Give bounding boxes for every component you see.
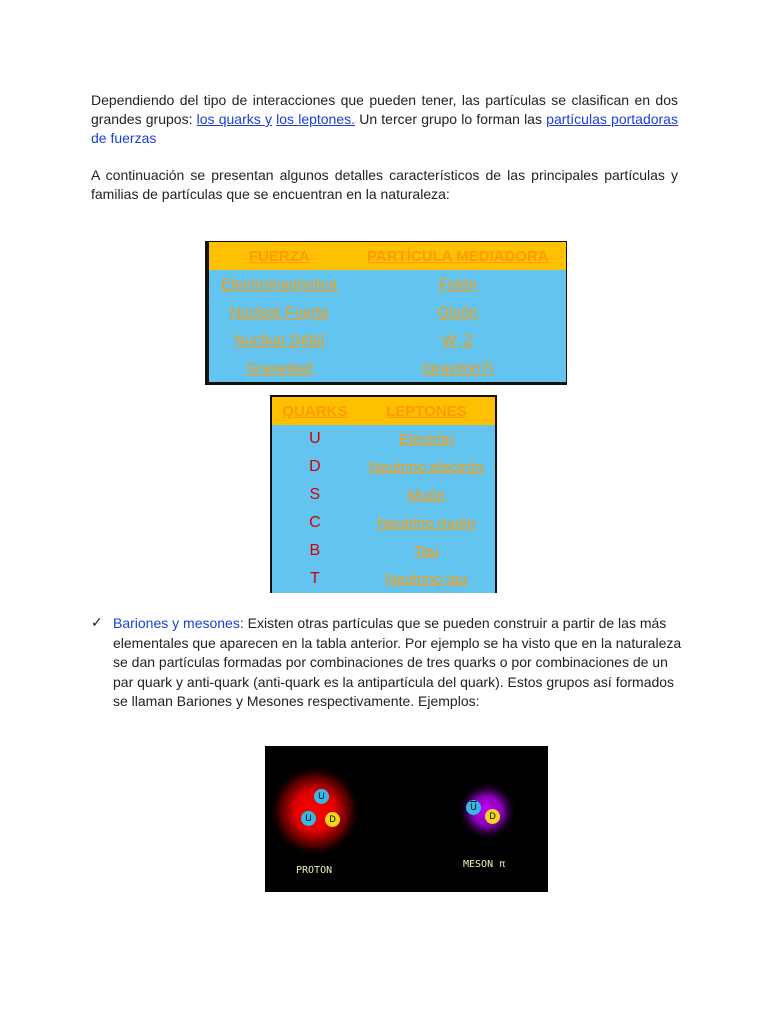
proton-glow [269,765,361,857]
quark-cell: C [271,509,358,537]
anti-up-quark-icon: $\overline{U}$ [466,800,481,815]
force-cell[interactable]: Nuclear Fuerte [207,298,350,326]
quark-cell: S [271,481,358,509]
bariones-paragraph [113,614,683,712]
table-row [207,354,567,384]
table-header-row [271,396,496,425]
intro-paragraph-2: A continuación se presentan algunos detalles característicos de las principales partículas y familias de partículas que se encuentran en la naturaleza: [91,167,678,202]
baryon-meson-diagram [265,746,548,892]
header-quarks[interactable]: QUARKS [271,396,358,425]
lepton-cell[interactable]: Muón [358,481,496,509]
header-leptones[interactable]: LEPTONES [358,396,496,425]
portadoras-link-suffix: de fuerzas [91,130,157,146]
force-cell[interactable]: Gravedad [207,354,350,384]
checkmark-icon: ✓ [91,614,103,630]
lepton-cell[interactable]: Neutrino muón [358,509,496,537]
meson-label: MESON π [463,859,506,870]
mediator-cell[interactable]: W, Z [350,326,567,354]
header-particula-mediadora[interactable]: PARTÍCULA MEDIADORA [350,242,567,271]
lepton-cell[interactable]: Neutrino electrón [358,453,496,481]
quark-cell: D [271,453,358,481]
forces-table [205,241,567,385]
table-row [271,565,496,593]
quark-cell: U [271,425,358,453]
bariones-text: : Existen otras partículas que se pueden construir a partir de las más elementales que aparecen en la tabla anterior. Por ejemplo se ha visto que en la naturaleza se dan partículas formadas por combinaciones de tres quarks o por combinaciones de un par quark y anti-quark (anti-quark es la antipartícula del quark). Estos grupos así formados se llaman Bariones y Mesones respectivamente. Ejemplos: [113,615,682,709]
mediator-cell[interactable]: Fotón [350,270,567,298]
lepton-cell[interactable]: Tau [358,537,496,565]
table-row [207,270,567,298]
particles-table [270,395,497,593]
table-row [271,537,496,565]
proton-label: PROTON [296,865,333,876]
lepton-cell[interactable]: Electrón [358,425,496,453]
force-cell[interactable]: Nuclear Débil [207,326,350,354]
mediator-cell[interactable]: Gluón [350,298,567,326]
down-quark-icon: D [485,809,500,824]
bariones-term: Bariones y mesones [113,615,240,631]
table-row [207,326,567,354]
force-cell[interactable]: Electromagnetica [207,270,350,298]
header-fuerza[interactable]: FUERZA [207,242,350,271]
quark-cell: T [271,565,358,593]
table-row [271,425,496,453]
intro-text: Dependiendo del tipo de interacciones que pueden tener, las partículas se clasifican en dos grandes grupos: [91,92,678,127]
quark-cell: B [271,537,358,565]
table-row [271,481,496,509]
up-quark-icon: U [301,811,316,826]
mediator-cell[interactable]: (gravitón?) [350,354,567,384]
intro-text-2: Un tercer grupo lo forman las [355,111,547,127]
table-row [271,509,496,537]
table-header-row [207,242,567,271]
lepton-cell[interactable]: Neutrino tau [358,565,496,593]
intro-paragraph [91,91,678,148]
table-row [207,298,567,326]
leptones-link[interactable]: los leptones. [276,111,356,127]
portadoras-link[interactable]: partículas portadoras [546,111,678,127]
down-quark-icon: D [325,812,340,827]
table-row [271,453,496,481]
up-quark-icon: U [314,789,329,804]
quarks-link[interactable]: los quarks y [196,111,272,127]
